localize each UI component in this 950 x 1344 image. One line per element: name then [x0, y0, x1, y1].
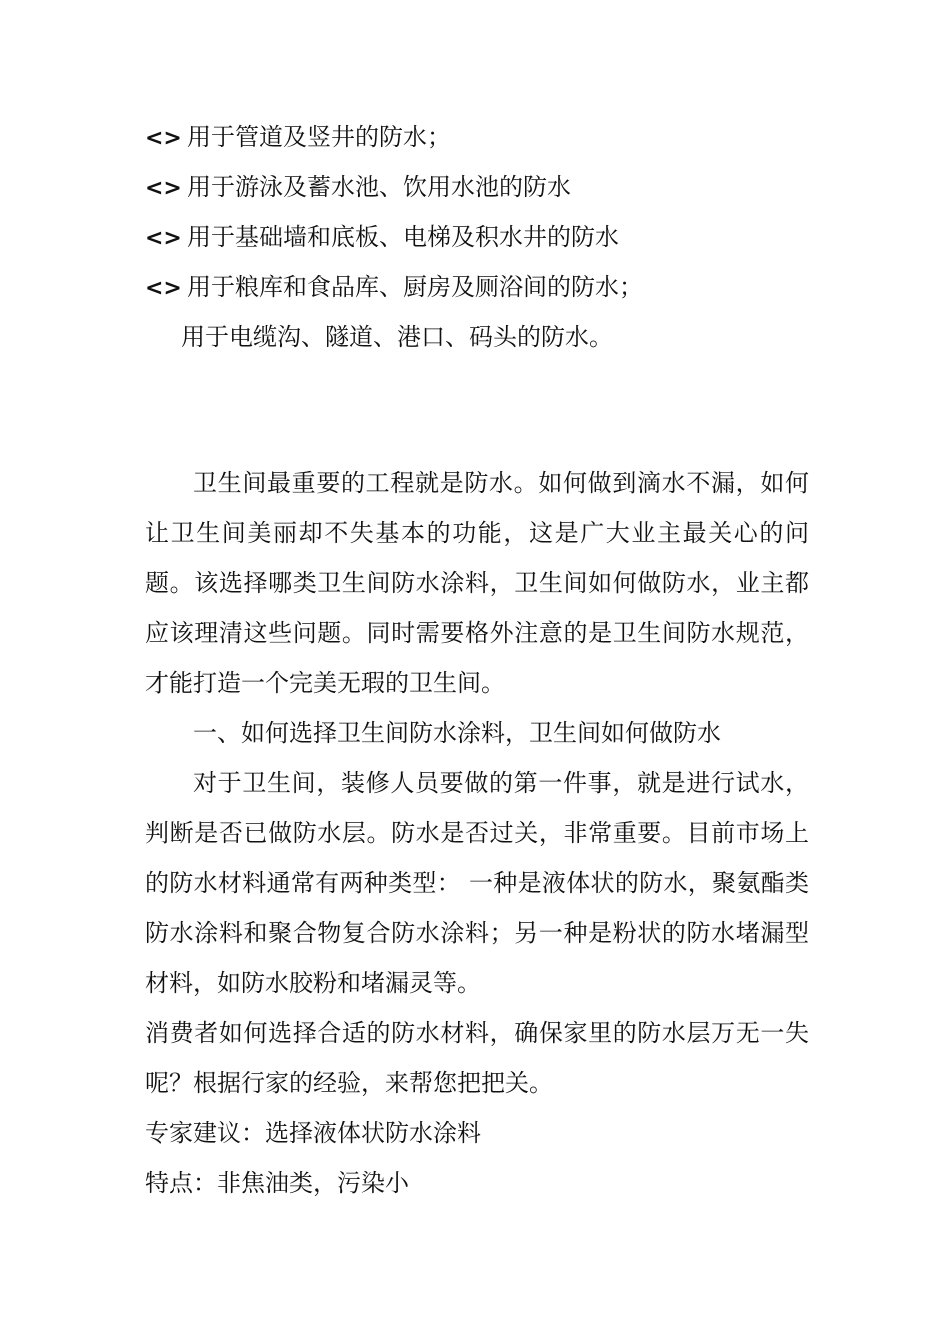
feature-line: 特点：非焦油类，污染小 [145, 1169, 409, 1197]
list-item [145, 162, 825, 212]
list-item-text: 用于基础墙和底板、电梯及积水井的防水 [187, 223, 619, 251]
list-item-text: 用于管道及竖井的防水； [187, 123, 451, 151]
bullet-marker: <> [145, 176, 182, 201]
list-item-text: 用于粮库和食品库、厨房及厕浴间的防水； [187, 273, 643, 301]
materials-paragraph: 对于卫生间，装修人员要做的第一件事，就是进行试水，判断是否已做防水层。防水是否过关，非常重要。目前市场上的防水材料通常有两种类型： 一种是液体状的防水，聚氨酯类防水涂料和聚合物复合防水涂料；另一种是粉状的防水堵漏型材料，如防水胶粉和堵漏灵等。 [145, 769, 809, 997]
list-item [145, 212, 825, 262]
intro-paragraph: 卫生间最重要的工程就是防水。如何做到滴水不漏，如何让卫生间美丽却不失基本的功能，这是广大业主最关心的问题。该选择哪类卫生间防水涂料，卫生间如何做防水，业主都应该理清这些问题。同时需要格外注意的是卫生间防水规范，才能打造一个完美无瑕的卫生间。 [145, 469, 809, 697]
article-body [145, 458, 809, 1208]
bullet-marker: <> [145, 226, 182, 251]
bullet-marker: <> [145, 126, 182, 151]
list-item-plain: 用于电缆沟、隧道、港口、码头的防水。 [181, 323, 613, 351]
expert-advice: 专家建议：选择液体状防水涂料 [145, 1119, 481, 1147]
usage-list [145, 112, 825, 362]
list-item-text: 用于游泳及蓄水池、饮用水池的防水 [187, 173, 571, 201]
bullet-marker: <> [145, 276, 182, 301]
section-heading: 一、如何选择卫生间防水涂料，卫生间如何做防水 [193, 719, 721, 747]
list-item [145, 262, 825, 312]
selection-paragraph: 消费者如何选择合适的防水材料，确保家里的防水层万无一失呢？根据行家的经验，来帮您把把关。 [145, 1019, 809, 1097]
list-item [145, 112, 825, 162]
